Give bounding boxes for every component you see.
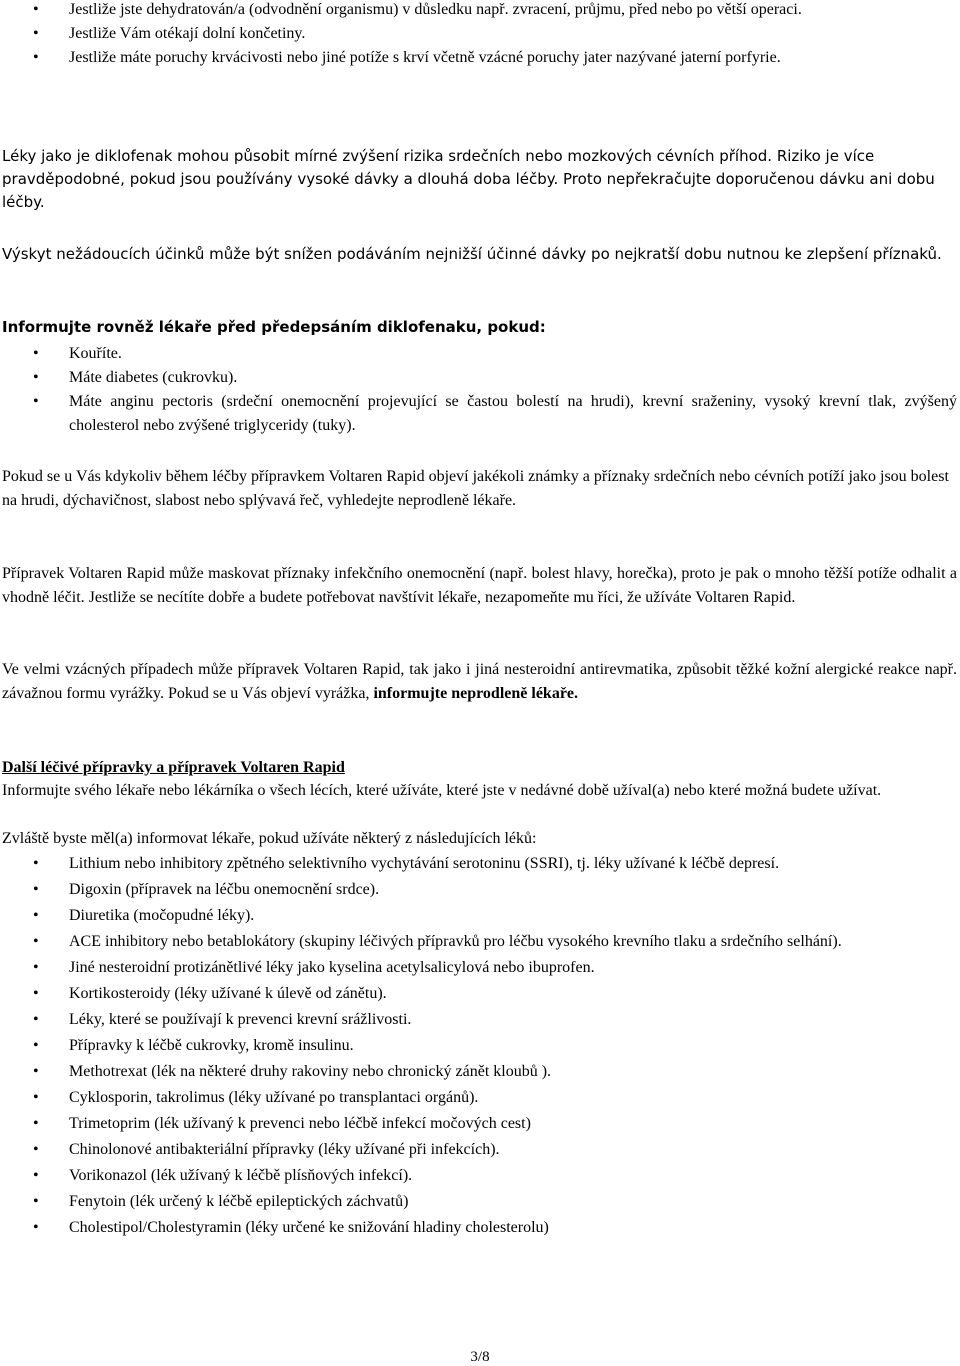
rare-reactions-bold: informujte neprodleně lékaře.	[373, 685, 579, 702]
list-item: • Kouříte.	[2, 342, 957, 366]
list-item: • Chinolonové antibakteriální přípravky (léky užívané při infekcích).	[2, 1138, 957, 1162]
paragraph-risk: Léky jako je diklofenak mohou působit mírné zvýšení rizika srdečních nebo mozkových cévních příhod. Riziko je více pravděpodobné, pokud jsou používány vysoké dávky a dlouhá doba léčby. Proto nepřekračujte doporučenou dávku ani dobu léčby.	[2, 147, 935, 211]
paragraph-rare-reactions	[2, 658, 957, 706]
list-item: • Jestliže máte poruchy krvácivosti nebo jiné potíže s krví včetně vzácné poruchy jater nazývané jaterní porfyrie.	[2, 46, 957, 70]
list-item: • ACE inhibitory nebo betablokátory (skupiny léčivých přípravků pro léčbu vysokého krevního tlaku a srdečního selhání).	[2, 930, 957, 954]
list-item: • Trimetoprim (lék užívaný k prevenci nebo léčbě infekcí močových cest)	[2, 1112, 957, 1136]
list-item: • Přípravky k léčbě cukrovky, kromě insulinu.	[2, 1034, 957, 1058]
list-item: • Máte anginu pectoris (srdeční onemocnění projevující se častou bolestí na hrudi), krevní sraženiny, vysoký krevní tlak, zvýšený cholesterol nebo zvýšené triglyceridy (tuky).	[2, 390, 957, 438]
other-drugs-intro-2: Zvláště byste měl(a) informovat lékaře, pokud užíváte některý z následujících léků:	[2, 830, 537, 847]
list-item: • Lithium nebo inhibitory zpětného selektivního vychytávání serotoninu (SSRI), tj. léky užívané k léčbě depresí.	[2, 852, 957, 876]
paragraph-side-effects: Výskyt nežádoucích účinků může být snížen podáváním nejnižší účinné dávky po nejkratší dobu nutnou ke zlepšení příznaků.	[2, 245, 942, 263]
inform-heading: Informujte rovněž lékaře před předepsáním diklofenaku, pokud:	[2, 318, 546, 336]
other-drugs-intro: Informujte svého lékaře nebo lékárníka o všech lécích, které užíváte, které jste v nedávné době užíval(a) nebo které možná budete užívat.	[2, 782, 882, 799]
top-bullet-list	[2, 0, 957, 70]
list-item: • Máte diabetes (cukrovku).	[2, 366, 957, 390]
list-item: • Cholestipol/Cholestyramin (léky určené ke snižování hladiny cholesterolu)	[2, 1216, 957, 1240]
list-item: • Methotrexat (lék na některé druhy rakoviny nebo chronický zánět kloubů ).	[2, 1060, 957, 1084]
drug-bullet-list	[2, 852, 957, 1240]
list-item: • Diuretika (močopudné léky).	[2, 904, 957, 928]
inform-bullet-list	[2, 342, 957, 438]
rare-reactions-text: Ve velmi vzácných případech může přípravek Voltaren Rapid, tak jako i jiná nesteroidní antirevmatika, způsobit těžké kožní alergické reakce např. závažnou formu vyrážky. Pokud se u Vás objeví vyrážka,	[2, 661, 957, 702]
list-item: • Jestliže jste dehydratován/a (odvodnění organismu) v důsledku např. zvracení, průjmu, před nebo po větší operaci.	[2, 0, 957, 22]
list-item: • Léky, které se používají k prevenci krevní srážlivosti.	[2, 1008, 957, 1032]
list-item: • Jiné nesteroidní protizánětlivé léky jako kyselina acetylsalicylová nebo ibuprofen.	[2, 956, 957, 980]
paragraph-warning-signs: Pokud se u Vás kdykoliv během léčby přípravkem Voltaren Rapid objeví jakékoli známky a příznaky srdečních nebo cévních potíží jako jsou bolest na hrudi, dýchavičnost, slabost nebo splývavá řeč, vyhledejte neprodleně lékaře.	[2, 468, 949, 509]
list-item: • Kortikosteroidy (léky užívané k úlevě od zánětu).	[2, 982, 957, 1006]
list-item: • Cyklosporin, takrolimus (léky užívané po transplantaci orgánů).	[2, 1086, 957, 1110]
list-item: • Jestliže Vám otékají dolní končetiny.	[2, 22, 957, 46]
list-item: • Digoxin (přípravek na léčbu onemocnění srdce).	[2, 878, 957, 902]
list-item: • Vorikonazol (lék užívaný k léčbě plísňových infekcí).	[2, 1164, 957, 1188]
paragraph-masking: Přípravek Voltaren Rapid může maskovat příznaky infekčního onemocnění (např. bolest hlavy, horečka), proto je pak o mnoho těžší potíže odhalit a vhodně léčit. Jestliže se necítíte dobře a budete potřebovat navštívit lékaře, nezapomeňte mu říci, že užíváte Voltaren Rapid.	[2, 565, 957, 606]
other-drugs-heading: Další léčivé přípravky a přípravek Voltaren Rapid	[2, 759, 345, 776]
page-number: 3/8	[470, 1349, 490, 1365]
list-item: • Fenytoin (lék určený k léčbě epileptických záchvatů)	[2, 1190, 957, 1214]
